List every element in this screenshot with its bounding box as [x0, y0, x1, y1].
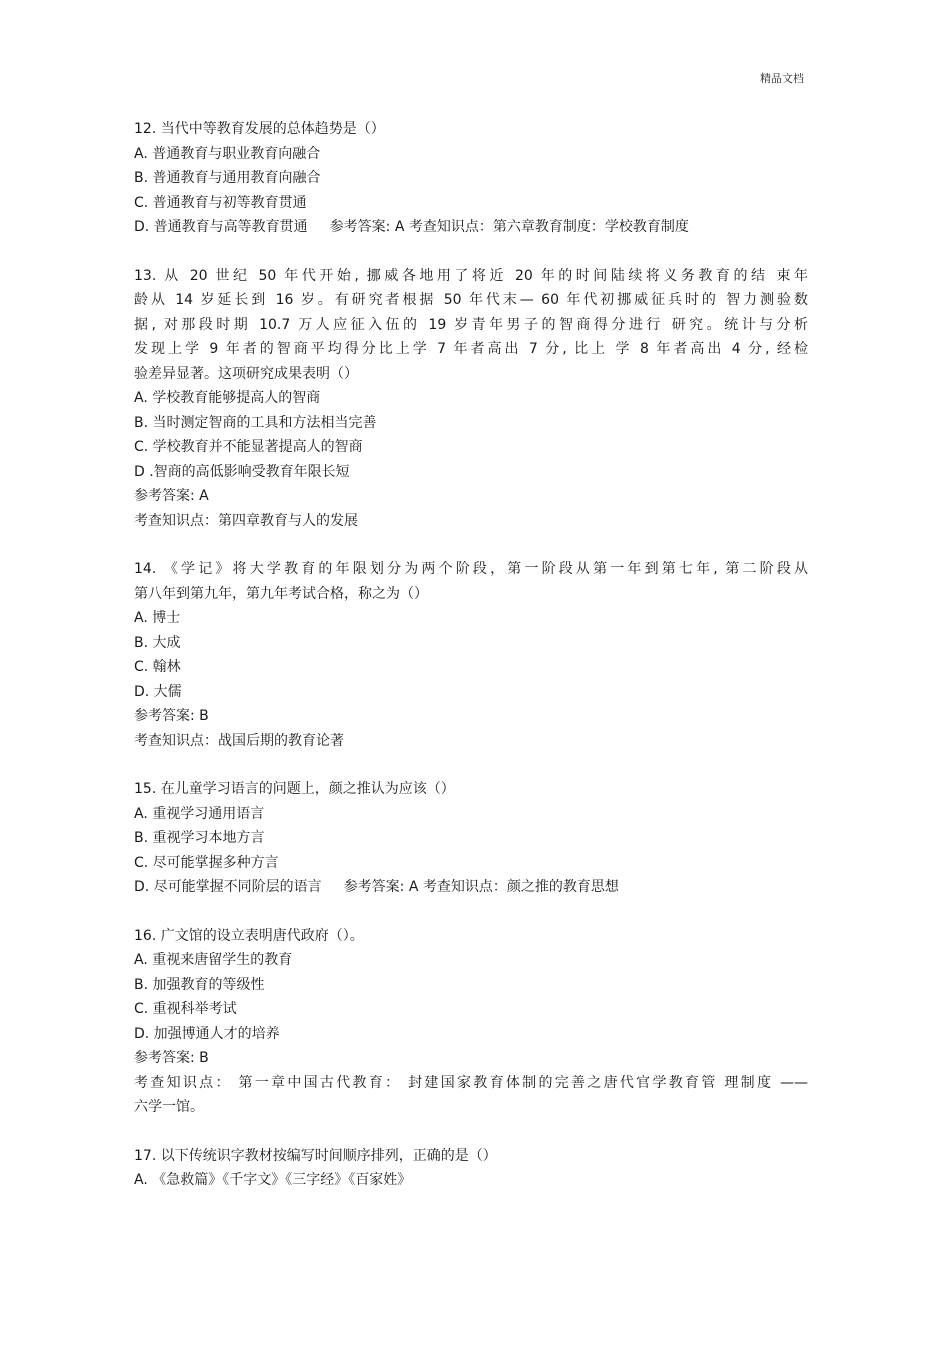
answer-and-knowledge: 参考答案: A 考查知识点：颜之推的教育思想 — [343, 879, 619, 895]
option-c: C. 尽可能掌握多种方言 — [134, 854, 279, 871]
answer: 参考答案: A — [134, 488, 209, 504]
knowledge-point: 考查知识点：战国后期的教育论著 — [134, 732, 344, 749]
answer: 参考答案: B — [134, 708, 209, 724]
question-title: 12. 当代中等教育发展的总体趋势是（） — [134, 121, 385, 137]
option-a: A. 博士 — [134, 610, 181, 626]
option-d: D. 尽可能掌握不同阶层的语言 — [134, 879, 322, 895]
question-12 — [134, 117, 808, 240]
option-c: C. 翰林 — [134, 659, 181, 675]
option-d: D .智商的高低影响受教育年限长短 — [134, 463, 350, 480]
option-b: B. 大成 — [134, 634, 181, 651]
option-a: A. 重视来唐留学生的教育 — [134, 952, 293, 968]
question-16 — [134, 924, 808, 1120]
answer-and-knowledge: 参考答案: A 考查知识点：第六章教育制度：学校教育制度 — [329, 219, 689, 235]
option-c: C. 学校教育并不能显著提高人的智商 — [134, 439, 363, 455]
option-a: A. 重视学习通用语言 — [134, 805, 265, 822]
knowledge-point: 考查知识点：第四章教育与人的发展 — [134, 512, 358, 529]
question-14 — [134, 557, 808, 753]
question-15 — [134, 777, 808, 900]
question-stem-line: 第八年到第九年，第九年考试合格，称之为（） — [134, 585, 428, 602]
document-body — [134, 117, 808, 1217]
option-b: B. 普通教育与通用教育向融合 — [134, 170, 321, 186]
question-stem-line: 发现上学 9 年者的智商平均得分比上学 7 年者高出 7 分, 比上 学 8 年者高出 4 分, 经检 — [134, 341, 808, 357]
option-d-with-answer — [134, 875, 808, 900]
option-c: C. 普通教育与初等教育贯通 — [134, 194, 307, 211]
knowledge-point-line: 考查知识点： 第一章中国古代教育： 封建国家教育体制的完善之唐代官学教育管 理制度 —— — [134, 1074, 808, 1091]
answer: 参考答案: B — [134, 1050, 209, 1066]
option-b: B. 加强教育的等级性 — [134, 976, 265, 993]
knowledge-point-line: 六学一馆。 — [134, 1099, 204, 1115]
option-c: C. 重视科举考试 — [134, 1001, 237, 1017]
option-a: A. 《急救篇》《千字文》《三字经》《百家姓》 — [134, 1172, 412, 1188]
page-header-label: 精品文档 — [760, 72, 804, 85]
question-stem-line: 14. 《学记》将大学教育的年限划分为两个阶段，第一阶段从第一年到第七年, 第二阶段从 — [134, 561, 808, 577]
option-a: A. 普通教育与职业教育向融合 — [134, 145, 321, 162]
option-a: A. 学校教育能够提高人的智商 — [134, 390, 321, 406]
option-b: B. 重视学习本地方言 — [134, 830, 265, 846]
question-title: 17. 以下传统识字教材按编写时间顺序排列，正确的是（） — [134, 1147, 497, 1164]
question-stem-line: 验差异显著。这项研究成果表明（） — [134, 365, 358, 382]
question-stem-line: 龄从 14 岁延长到 16 岁。有研究者根据 50 年代末— 60 年代初挪威征兵时的 智力测验数 — [134, 292, 808, 308]
question-13 — [134, 264, 808, 534]
question-17 — [134, 1144, 808, 1193]
question-title: 15. 在儿童学习语言的问题上，颜之推认为应该（） — [134, 781, 455, 797]
option-d: D. 大儒 — [134, 683, 182, 700]
option-d-with-answer — [134, 215, 808, 240]
question-stem-line: 13. 从 20 世纪 50 年代开始, 挪威各地用了将近 20 年的时间陆续将义务教育的结 束年 — [134, 267, 808, 284]
option-d: D. 普通教育与高等教育贯通 — [134, 219, 308, 235]
question-stem-line: 据, 对那段时期 10.7 万人应征入伍的 19 岁青年男子的智商得分进行 研究。统计与分析 — [134, 316, 808, 333]
question-title: 16. 广文馆的设立表明唐代政府（）。 — [134, 927, 364, 944]
option-b: B. 当时测定智商的工具和方法相当完善 — [134, 414, 377, 431]
option-d: D. 加强博通人才的培养 — [134, 1025, 280, 1042]
